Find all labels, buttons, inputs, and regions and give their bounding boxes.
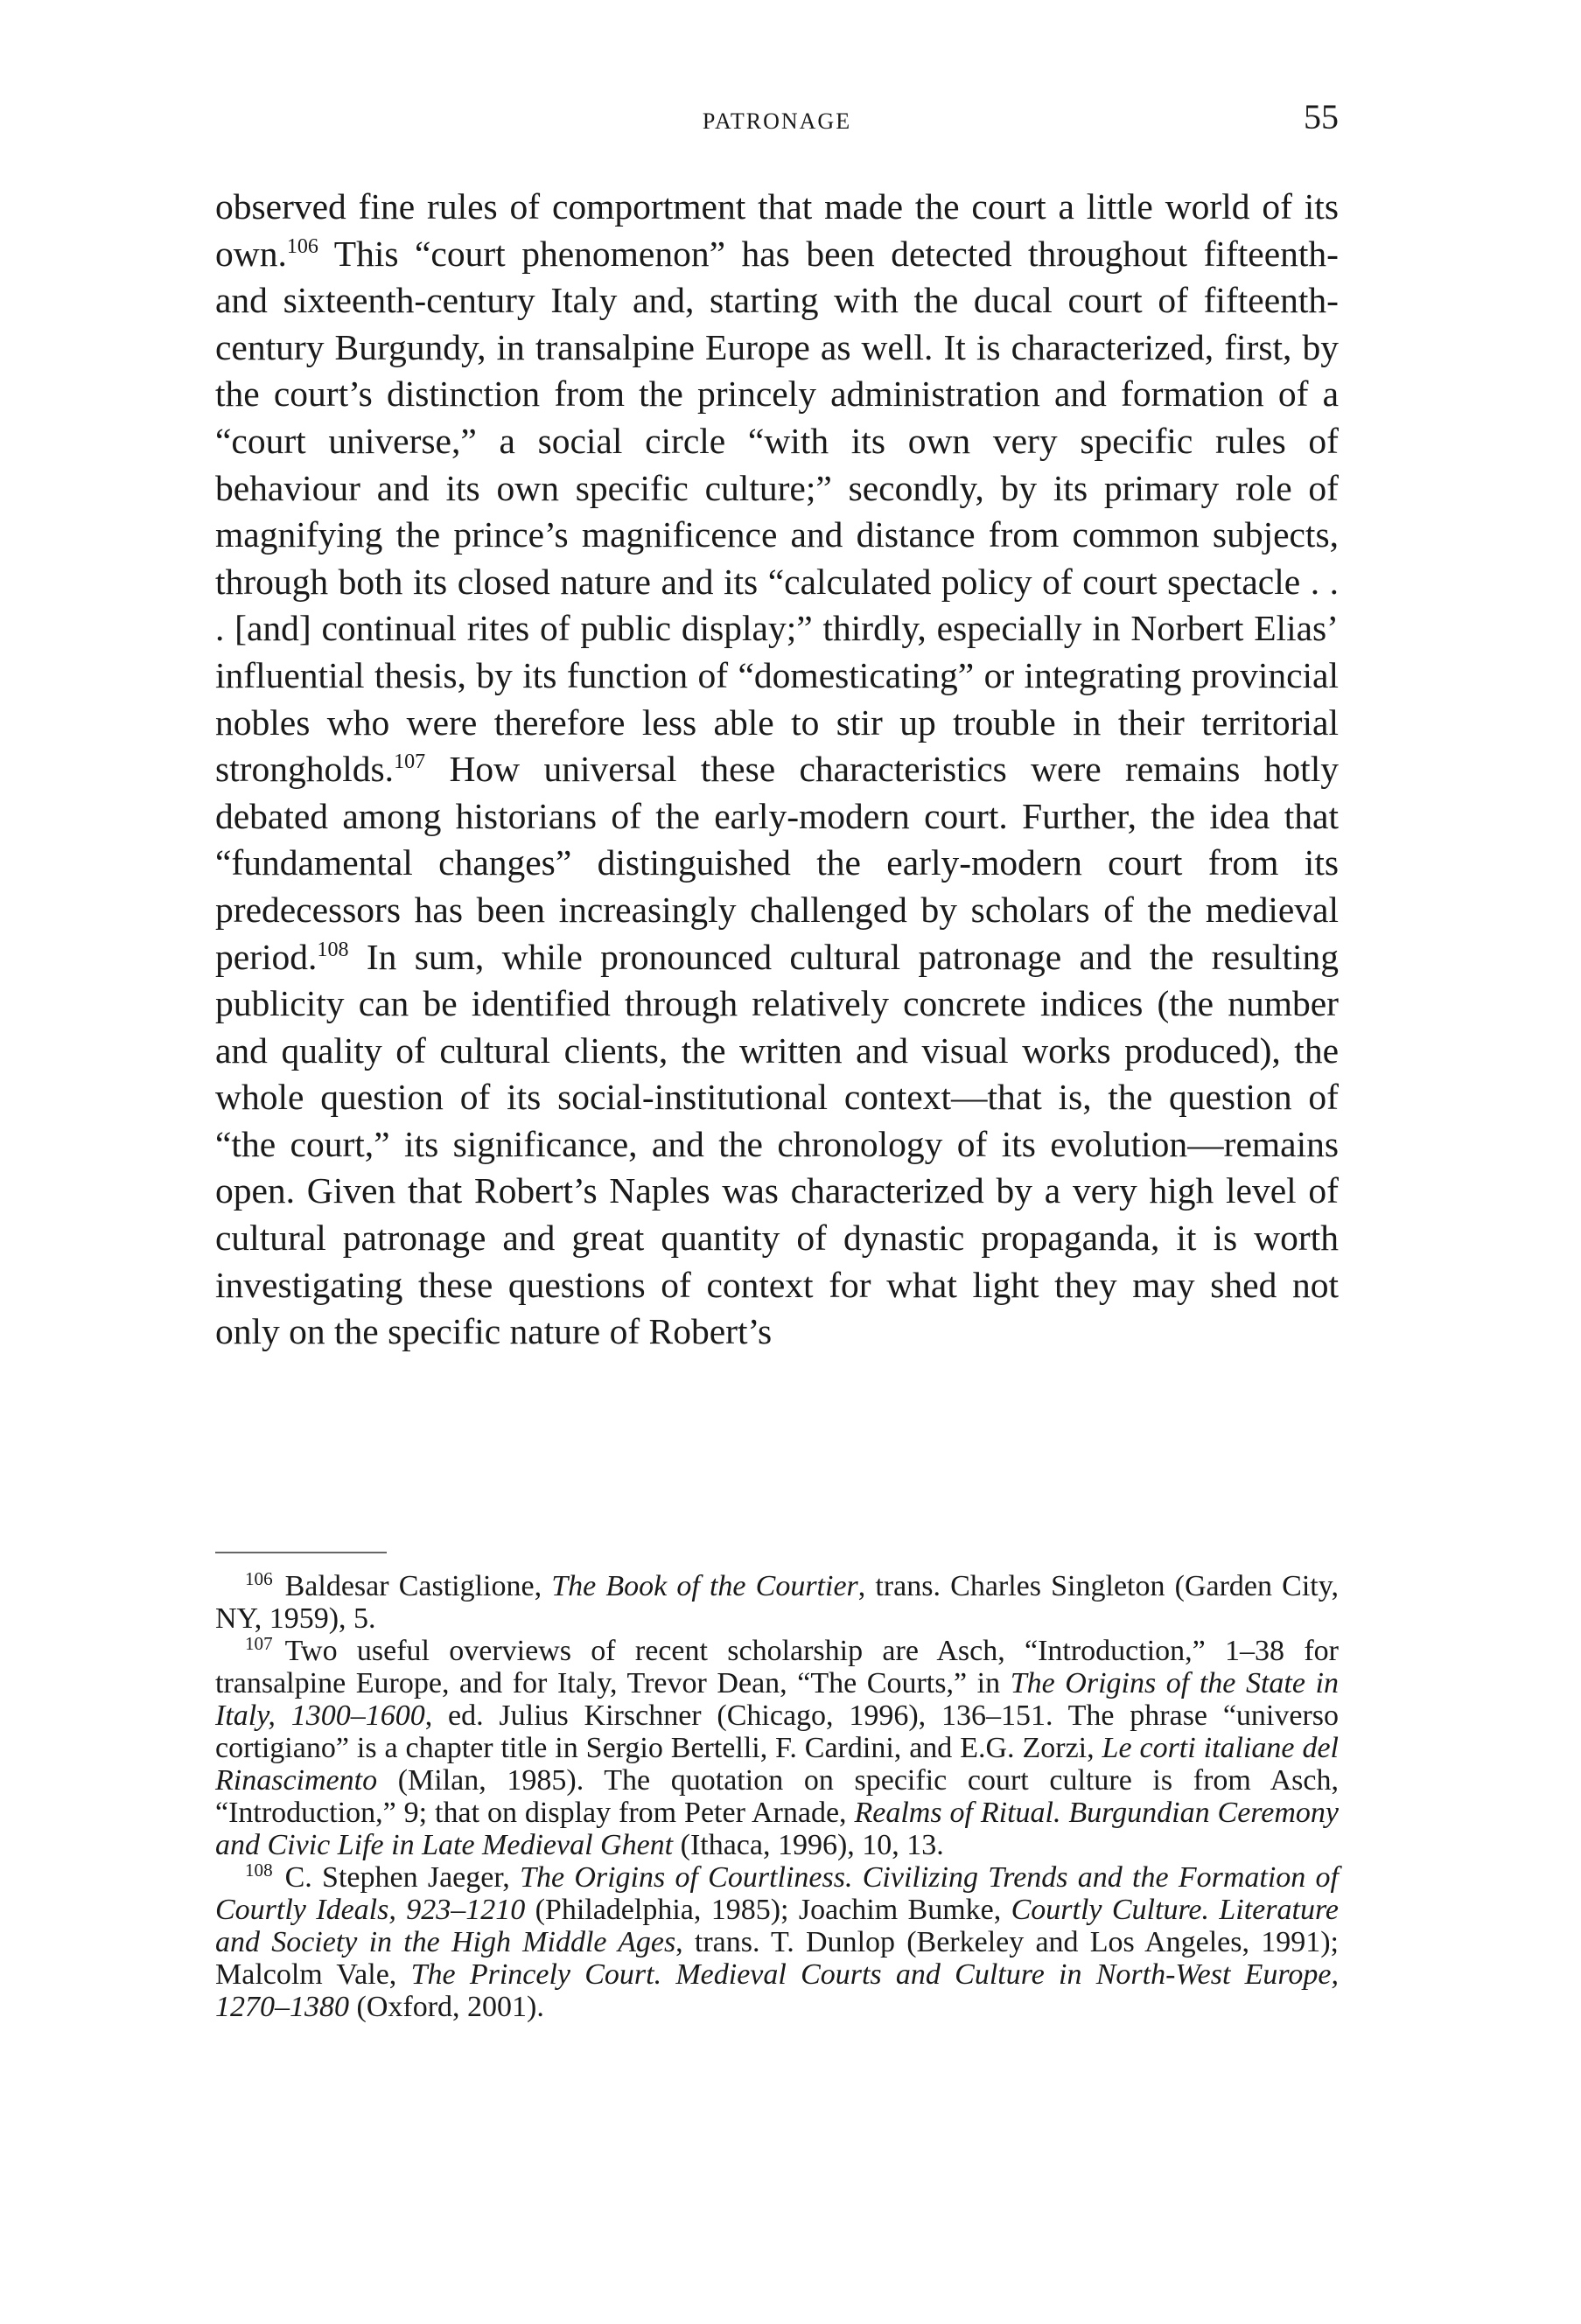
footnote-ref-107[interactable]: 107	[394, 750, 426, 774]
footnote-title: The Book of the Courtier	[551, 1570, 858, 1602]
footnote-107	[215, 1632, 1339, 1861]
body-segment-4: In sum, while pronounced cultural patronage and the resulting publicity can be identified through relatively concrete indices (the number and quality of cultural clients, the written and visual works produced), the whole question of its social-institutional context—that is, the question of “the court,” its significance, and the chronology of its evolution—remains open. Given that Robert’s Naples was characterized by a very high level of cultural patronage and great quantity of dynastic propaganda, it is worth investigating these questions of context for what light they may shed not only on the specific nature of Robert’s	[215, 936, 1339, 1352]
running-head: PATRONAGE	[702, 108, 852, 134]
body-segment-3: How universal these characteristics were remains hotly debated among historians of the early-modern court. Further, the idea that “fundamental changes” distinguished the early-modern court from its predecessors has been increasingly challenged by scholars of the medieval period.	[215, 749, 1339, 977]
body-segment-1: observed fine rules of comportment that made the court a little world of its own.	[215, 186, 1339, 274]
footnotes	[215, 1567, 1340, 2023]
footnote-text: , ed. Julius Kirschner (Chicago, 1996), 136–151. The phrase “universo cortigiano” is a chapter title in Sergio Bertelli, F. Cardini, and E.G. Zorzi,	[215, 1699, 1339, 1764]
body-segment-2: This “court phenomenon” has been detected throughout fifteenth- and sixteenth-century Italy and, starting with the ducal court of fifteenth-century Burgundy, in transalpine Europe as well. It is characterized, first, by the court’s distinction from the princely administration and formation of a “court universe,” a social circle “with its own very specific rules of behaviour and its own specific culture;” secondly, by its primary role of magnifying the prince’s magnificence and distance from common subjects, through both its closed nature and its “calculated policy of court spectacle . . . [and] continual rites of public display;” thirdly, especially in Norbert Elias’ influential thesis, by its function of “domesticating” or integrating provincial nobles who were therefore less able to stir up trouble in their territorial strongholds.	[215, 233, 1339, 790]
footnote-text: (Oxford, 2001).	[349, 1991, 544, 2023]
page-header	[215, 96, 1339, 149]
footnote-number: 108	[245, 1859, 273, 1881]
footnote-title: Courtly Culture. Literature and Society in the High Middle Ages	[215, 1894, 1340, 1958]
footnote-title: Le corti italiane del Rinascimento	[215, 1732, 1339, 1797]
footnote-title: The Princely Court. Medieval Courts and Culture in North-West Europe, 1270–1380	[215, 1958, 1339, 2023]
main-text	[215, 184, 1339, 1356]
footnote-ref-108[interactable]: 108	[317, 938, 349, 961]
footnote-divider	[215, 1552, 387, 1553]
footnote-number: 106	[245, 1567, 273, 1589]
footnote-ref-106[interactable]: 106	[286, 234, 318, 258]
footnote-text: (Philadelphia, 1985); Joachim Bumke,	[525, 1894, 1011, 1926]
footnote-108	[215, 1861, 1339, 2023]
footnote-106	[215, 1567, 1339, 1635]
footnote-text: C. Stephen Jaeger,	[284, 1861, 521, 1894]
footnote-text: (Ithaca, 1996), 10, 13.	[673, 1829, 944, 1861]
page-number: 55	[1304, 97, 1339, 136]
footnote-title: Realms of Ritual. Burgundian Ceremony and Civic Life in Late Medieval Ghent	[215, 1797, 1339, 1861]
footnote-text: (Milan, 1985). The quotation on specific court culture is from Asch, “Introduction,” 9; that on display from Peter Arnade,	[215, 1764, 1339, 1829]
footnote-text: Baldesar Castiglione,	[284, 1570, 552, 1602]
footnote-number: 107	[245, 1632, 273, 1654]
footnote-title: The Origins of the State in Italy, 1300–1600	[215, 1667, 1339, 1732]
footnote-text: Two useful overviews of recent scholarship are Asch, “Introduction,” 1–38 for transalpine Europe, and for Italy, Trevor Dean, “The Courts,” in	[215, 1635, 1339, 1699]
body-paragraph	[215, 184, 1339, 1356]
footnote-text: , trans. Charles Singleton (Garden City, NY, 1959), 5.	[215, 1570, 1339, 1635]
footnote-text: , trans. T. Dunlop (Berkeley and Los Angeles, 1991); Malcolm Vale,	[215, 1926, 1339, 1991]
footnote-title: The Origins of Courtliness. Civilizing Trends and the Formation of Courtly Ideals, 923–1210	[215, 1861, 1339, 1926]
